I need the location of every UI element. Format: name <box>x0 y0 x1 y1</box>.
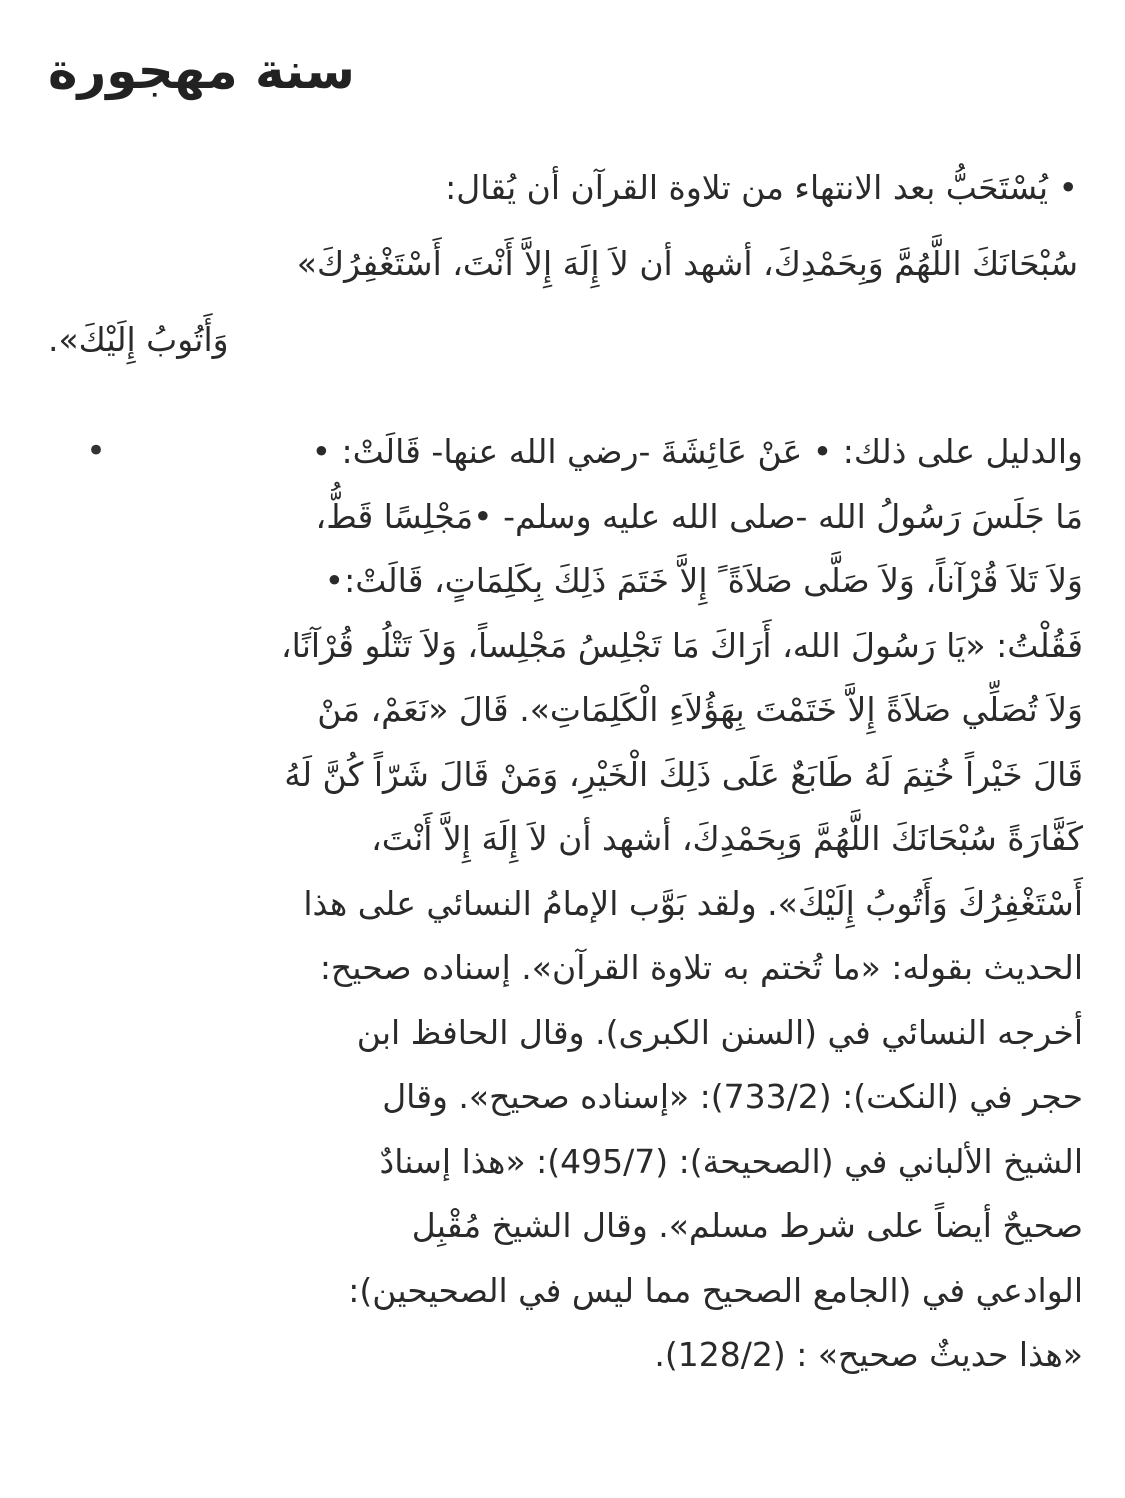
evidence-line: أخرجه النسائي في (السنن الكبرى). وقال الحافظ ابن <box>356 1012 1083 1052</box>
evidence-line: مَا جَلَسَ رَسُولُ الله -صلى الله عليه وسلم- •مَجْلِسًا قَطُّ، <box>315 496 1083 536</box>
evidence-line: صحيحٌ أيضاً على شرط مسلم». وقال الشيخ مُقْبِل <box>411 1206 1083 1245</box>
evidence-line: أَسْتَغْفِرُكَ وَأَتُوبُ إِلَيْكَ». ولقد بَوَّب الإمامُ النسائي على هذا <box>303 883 1083 923</box>
evidence-line: والدليل على ذلك: • عَنْ عَائِشَةَ -رضي الله عنها- قَالَتْ: • <box>311 432 1083 471</box>
evidence-line: قَالَ خَيْراً خُتِمَ لَهُ طَابَعٌ عَلَى ذَلِكَ الْخَيْرِ، وَمَنْ قَالَ شَرّاً كُنَّ لَهُ <box>284 754 1083 794</box>
evidence-line: «هذا حديثٌ صحيح» : (128/2). <box>654 1335 1083 1374</box>
evidence-line: كَفَّارَةً سُبْحَانَكَ اللَّهُمَّ وَبِحَمْدِكَ، أشهد أن لاَ إِلَهَ إِلاَّ أَنْتَ، <box>371 819 1083 858</box>
evidence-line: وَلاَ تَلاَ قُرْآناً، وَلاَ صَلَّى صَلاَةً ً إِلاَّ خَتَمَ ذَلِكَ بِكَلِمَاتٍ، قَالَتْ:• <box>324 561 1083 600</box>
intro-line: وَأَتُوبُ إِلَيْكَ». <box>48 320 229 359</box>
evidence-line: الوادعي في (الجامع الصحيح مما ليس في الصحيحين): <box>348 1270 1083 1310</box>
evidence-paragraph <box>138 420 1083 1388</box>
intro-line: سُبْحَانَكَ اللَّهُمَّ وَبِحَمْدِكَ، أشهد أن لاَ إِلَهَ إِلاَّ أَنْتَ، أَسْتَغْفِرُكَ» <box>296 244 1078 283</box>
evidence-line: الشيخ الألباني في (الصحيحة): (495/7): «هذا إسنادٌ <box>379 1141 1083 1181</box>
intro-line: • يُسْتَحَبُّ بعد الانتهاء من تلاوة القرآن أن يُقال: <box>445 168 1078 207</box>
list-bullet-icon: • <box>86 431 107 471</box>
evidence-line: الحديث بقوله: «ما تُختم به تلاوة القرآن». إسناده صحيح: <box>319 948 1083 987</box>
page-title: سنة مهجورة <box>48 42 355 100</box>
evidence-line: حجر في (النكت): (733/2): «إسناده صحيح». وقال <box>382 1077 1083 1116</box>
evidence-line: وَلاَ تُصَلِّي صَلاَةً إِلاَّ خَتَمْتَ بِهَؤُلاَءِ الْكَلِمَاتِ». قَالَ «نَعَمْ، مَنْ <box>317 690 1083 729</box>
intro-paragraph <box>48 150 1078 378</box>
evidence-line: فَقُلْتُ: «يَا رَسُولَ الله، أَرَاكَ مَا تَجْلِسُ مَجْلِساً، وَلاَ تَتْلُو قُرْآنًا، <box>281 625 1083 665</box>
